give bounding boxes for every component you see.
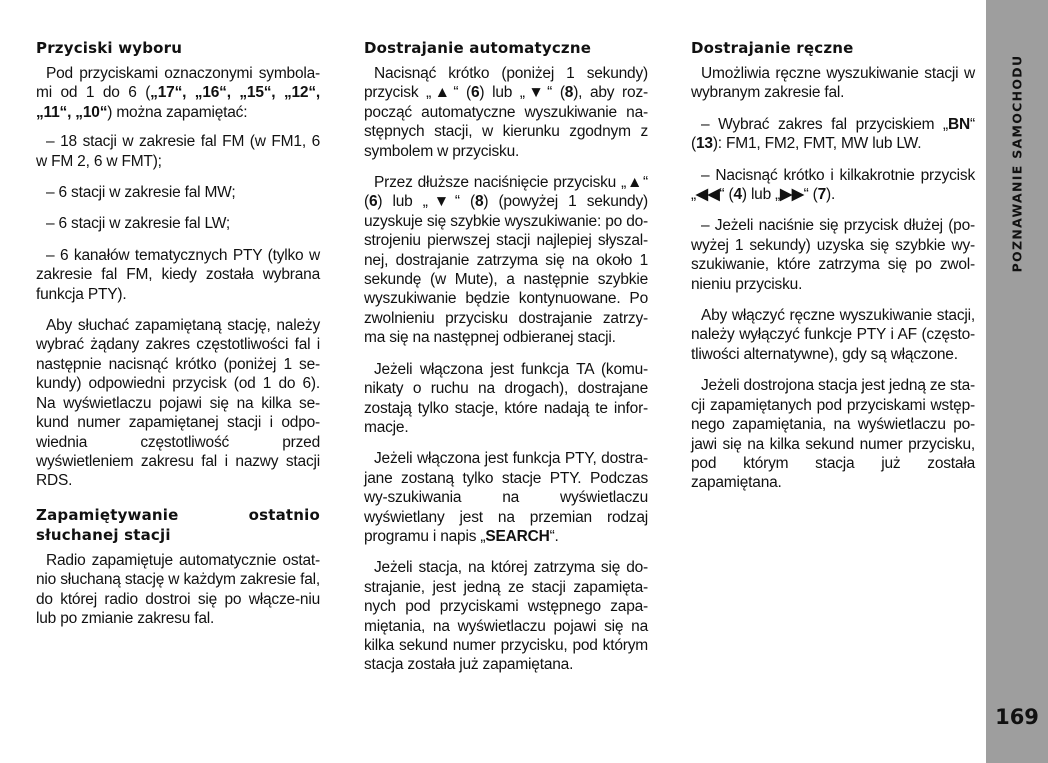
paragraph-ta-function: Jeżeli włączona jest funkcja TA (komu-nikaty o ruchu na drogach), dostrajane zostają tylko stacje, które nadają te infor-macje. xyxy=(364,360,648,436)
text: ) lub „ xyxy=(377,193,428,211)
text: “ ( xyxy=(803,186,818,204)
section-label xyxy=(1006,43,1028,283)
text: “ ( xyxy=(453,84,471,102)
bold-button-numbers: „17“, „16“, „15“, „12“, „11“, „10“ xyxy=(36,84,320,121)
section-label-text: POZNAWANIE SAMOCHODU xyxy=(1009,54,1025,272)
up-arrow-icon: ▲ xyxy=(626,174,644,192)
text: ) lub „ xyxy=(479,84,525,102)
paragraph-fm-stations: – 18 stacji w zakresie fal FM (w FM1, 6 w FM 2, 6 w FMT); xyxy=(36,133,320,170)
bold-number: 8 xyxy=(474,193,484,211)
paragraph-press-seek xyxy=(691,166,975,205)
text: ) można zapamiętać: xyxy=(107,103,248,121)
heading-automatic-tuning: Dostrajanie automatyczne xyxy=(364,39,592,57)
text: – Nacisnąć krótko i kilkakrotnie przycisk „ xyxy=(691,166,975,204)
paragraph-disable-pty-af: Aby włączyć ręczne wyszukiwanie stacji, należy wyłączyć funkcje PTY i AF (często-tliwości alternatywne), gdy są włączone. xyxy=(691,307,975,363)
paragraph-presets-intro xyxy=(36,64,320,122)
paragraph-preset-display: Jeżeli stacja, na której zatrzyma się do-strajanie, jest jedną ze stacji zapamięta-nych pod przyciskami wstępnego zapa-miętania, na wyświetlaczu pojawi się na kilka sekund numer przycisku, pod którym stacja została już zapamiętana. xyxy=(364,559,648,674)
text: ) (powyżej 1 sekundy) uzyskuje się szybkie wyszukiwanie: po do-strojeniu pierwszej stacji najlepiej słyszal-nej, dostrajanie zatrzyma się na około 1 sekundę (w Mute), a następnie szybkie wyszukiwanie będzie kontynuowane. Po zwolnieniu przycisku dostrajanie zatrzy-ma się na następnej odbieranej stacji. xyxy=(364,193,648,347)
paragraph-pty-function xyxy=(364,449,648,546)
text: “ ( xyxy=(719,186,734,204)
up-arrow-icon: ▲ xyxy=(431,84,454,102)
bold-number: 13 xyxy=(695,135,713,153)
fast-forward-icon: ▶▶ xyxy=(780,186,804,204)
text: – Wybrać zakres fal przyciskiem „ xyxy=(701,115,949,133)
page-number: 169 xyxy=(995,705,1039,729)
text: Pod przyciskami oznaczonymi symbola-mi od 1 do 6 ( xyxy=(36,65,320,102)
text: ): FM1, FM2, FMT, MW lub LW. xyxy=(712,135,922,153)
bold-number: 6 xyxy=(471,84,480,102)
text: Nacisnąć krótko (poniżej 1 sekundy) przycisk „ xyxy=(364,65,648,102)
paragraph-pty-channels: – 6 kanałów tematycznych PTY (tylko w zakresie fal FM, kiedy została wybrana funkcja PTY). xyxy=(36,246,320,303)
paragraph-manual-intro: Umożliwia ręczne wyszukiwanie stacji w wybranym zakresie fal. xyxy=(691,65,975,102)
bold-bn-label: BN xyxy=(948,115,971,133)
heading-manual-tuning: Dostrajanie ręczne xyxy=(691,39,854,57)
text: ) lub „ xyxy=(741,186,781,204)
bold-search-label: SEARCH xyxy=(485,527,550,545)
text: “ ( xyxy=(547,84,565,102)
bold-number: 4 xyxy=(733,186,742,204)
bold-number: 8 xyxy=(564,84,574,102)
text: Przez dłuższe naciśnięcie przycisku „ xyxy=(374,174,627,192)
down-arrow-icon: ▼ xyxy=(524,84,548,102)
text: “ ( xyxy=(691,115,975,153)
bold-number: 7 xyxy=(817,186,827,204)
paragraph-select-band xyxy=(691,115,975,154)
heading-selection-buttons: Przyciski wyboru xyxy=(36,39,183,57)
paragraph-auto-long-press xyxy=(364,173,648,348)
text: ), aby roz-począć automatyczne wyszukiwanie na-stępnych stacji, w kierunku zgodnym z symbolem w przycisku. xyxy=(364,84,648,160)
rewind-icon: ◀◀ xyxy=(695,186,720,204)
text: Jeżeli włączona jest funkcja PTY, dostra-jane zostaną tylko stacje PTY. Podczas wy-szukiwania na wyświetlaczu wyświetlany jest na przemian rodzaj programu i napis „ xyxy=(364,450,648,545)
paragraph-auto-short-press xyxy=(364,64,648,161)
paragraph-mw-stations: – 6 stacji w zakresie fal MW; xyxy=(46,184,236,202)
paragraph-preset-match: Jeżeli dostrojona stacja jest jedną ze sta-cji zapamiętanych pod przyciskami wstęp-nego zapamiętania, na wyświetlaczu po-jawi się na kilka sekund numer przycisku, pod którym stacja już została zapamiętana. xyxy=(691,377,975,492)
column-right xyxy=(691,38,975,505)
paragraph-last-station: Radio zapamiętuje automatycznie ostat-nio słuchaną stację w każdym zakresie fal, do której radio dostroi się po włącze-niu lub po zmianie zakresu fal. xyxy=(36,551,320,627)
paragraph-listen-preset: Aby słuchać zapamiętaną stację, należy wybrać żądany zakres częstotliwości fal i następnie nacisnąć krótko (poniżej 1 se-kundy) odpowiedni przycisk (od 1 do 6). Na wyświetlaczu pojawi się na kilka se-kund numer zapamiętanej stacji i odpo-wiednia częstotliwość przed wyświetleniem zakresu fal i nazwy stacji RDS. xyxy=(36,317,320,490)
paragraph-fast-seek: – Jeżeli naciśnie się przycisk dłużej (po-wyżej 1 sekundy) uzyska się szybkie wy-szukiwanie, które zatrzyma się po zwol-nieniu przycisku. xyxy=(691,217,975,293)
column-left xyxy=(36,38,320,640)
paragraph-lw-stations: – 6 stacji w zakresie fal LW; xyxy=(46,215,230,233)
column-middle xyxy=(364,38,648,687)
bold-number: 6 xyxy=(368,193,378,211)
text: “. xyxy=(549,527,559,545)
down-arrow-icon: ▼ xyxy=(427,193,455,211)
text: ). xyxy=(826,186,836,204)
text: “ ( xyxy=(364,174,648,211)
text: “ ( xyxy=(454,193,475,211)
heading-last-station-memory: Zapamiętywanie ostatnio słuchanej stacji xyxy=(36,505,320,544)
